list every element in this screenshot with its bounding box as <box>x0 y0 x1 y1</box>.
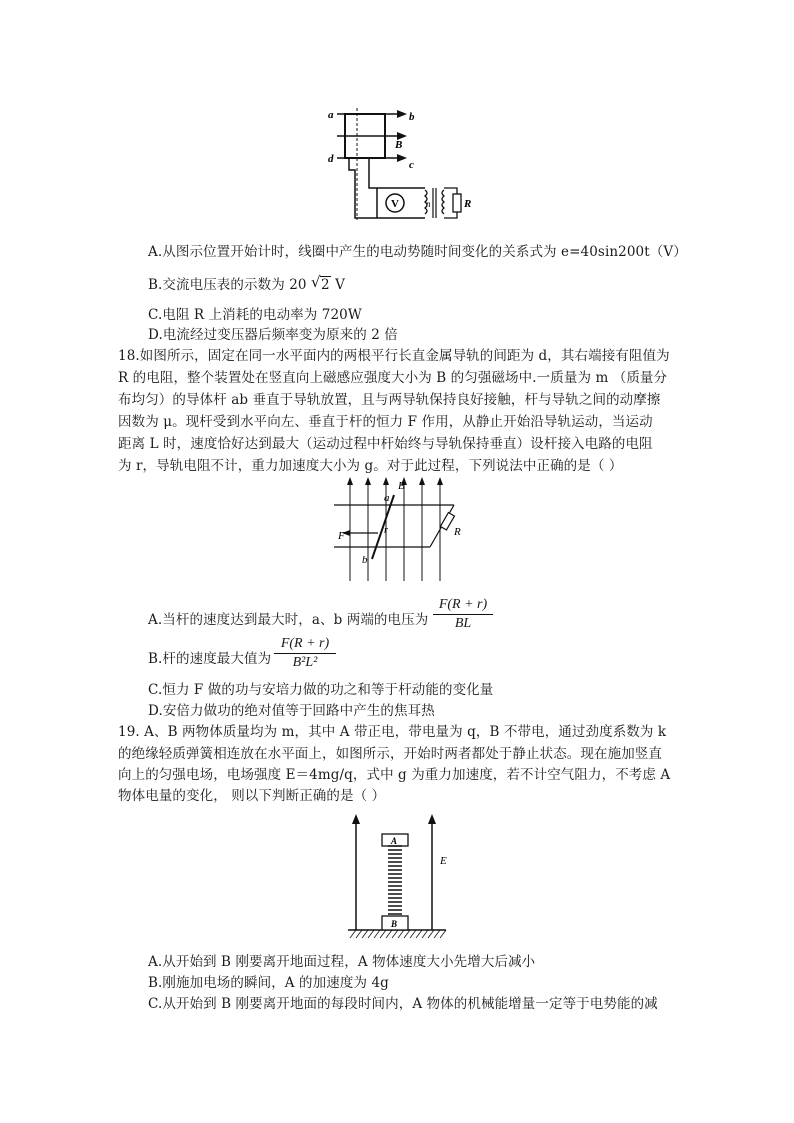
label-c: c <box>409 159 414 171</box>
sqrt-symbol: √ 2 <box>311 273 330 293</box>
q17-option-b-unit: V <box>335 277 345 293</box>
q18-option-c: C.恒力 F 做的功与安培力做的功之和等于杆动能的变化量 <box>148 682 494 698</box>
generator-transformer-figure <box>325 108 475 226</box>
q17-option-d: D.电流经过变压器后频率变为原来的 2 倍 <box>148 327 398 343</box>
q18-stem-line-2: R 的电阻，整个装置处在竖直向上磁感应强度大小为 B 的匀强磁场中.一质量为 m （质量分 <box>118 370 668 386</box>
label-n1: n <box>426 199 431 209</box>
q17-option-c: C.电阻 R 上消耗的电动率为 720W <box>148 307 362 323</box>
q19-stem-line-3: 向上的匀强电场，电场强度 E＝4mg/q，式中 g 为重力加速度，若不计空气阻力，不考虑 A <box>118 767 671 783</box>
label-A: A <box>391 836 398 846</box>
label-B: B <box>398 480 405 492</box>
q19-option-b: B.刚施加电场的瞬间，A 的加速度为 4g <box>148 975 389 991</box>
label-b: b <box>409 111 415 123</box>
q19-stem-line-2: 的绝缘轻质弹簧相连放在水平面上，如图所示，开始时两者都处于静止状态。现在施加竖直 <box>118 746 662 762</box>
label-F: F <box>338 530 345 542</box>
q19-stem-line-4: 物体电量的变化， 则以下判断正确的是（ ） <box>118 788 386 804</box>
label-R: R <box>454 526 461 538</box>
fraction-numerator: F(R + r) <box>280 636 330 651</box>
label-E: E <box>440 855 447 867</box>
q17-option-b <box>148 273 345 294</box>
sqrt-radicand: 2 <box>321 277 330 293</box>
q18-option-b-fraction <box>274 636 336 671</box>
q19-option-a: A.从开始到 B 刚要离开地面过程，A 物体速度大小先增大后减小 <box>148 954 536 970</box>
label-R: R <box>464 198 472 210</box>
label-a: a <box>384 492 390 504</box>
label-r: r <box>384 525 388 536</box>
q17-option-b-text: B.交流电压表的示数为 20 <box>148 277 307 293</box>
q19-option-c: C.从开始到 B 刚要离开地面的每段时间内，A 物体的机械能增量一定等于电势能的减 <box>148 996 658 1012</box>
q18-stem-line-1: 18.如图所示，固定在同一水平面内的两根平行长直金属导轨的间距为 d，其右端接有阻值为 <box>118 348 670 364</box>
label-b: b <box>362 554 368 566</box>
q18-option-b: B.杆的速度最大值为 <box>148 651 272 667</box>
q19-stem-line-1: 19. A、B 两物体质量均为 m，其中 A 带正电，带电量为 q，B 不带电，通过劲度系数为 k <box>118 724 667 740</box>
q18-stem-line-3: 布均匀）的导体杆 ab 垂直于导轨放置，且与两导轨保持良好接触，杆与导轨之间的动摩擦 <box>118 392 661 408</box>
fraction-denominator: BL <box>454 616 472 631</box>
q18-stem-line-4: 因数为 μ。现杆受到水平向左、垂直于杆的恒力 F 作用，从静止开始沿导轨运动，当运动 <box>118 414 653 430</box>
rails-figure <box>334 477 474 583</box>
q18-option-a-fraction <box>433 597 493 632</box>
label-d: d <box>328 153 334 165</box>
label-B: B <box>395 139 403 151</box>
q17-option-a: A.从图示位置开始计时，线圈中产生的电动势随时间变化的关系式为 e=40sin200t（V） <box>148 244 687 260</box>
q18-stem-line-5: 距离 L 时，速度恰好达到最大（运动过程中杆始终与导轨保持垂直）设杆接入电路的电阻 <box>118 436 653 452</box>
q18-option-a: A.当杆的速度达到最大时，a、b 两端的电压为 <box>148 612 429 628</box>
label-V: V <box>391 198 399 210</box>
q18-option-d: D.安倍力做功的绝对值等于回路中产生的焦耳热 <box>148 703 435 719</box>
label-B: B <box>391 919 398 929</box>
label-a: a <box>328 109 334 121</box>
spring-field-figure <box>344 812 459 942</box>
fraction-numerator: F(R + r) <box>438 597 488 612</box>
q18-stem-line-6: 为 r，导轨电阻不计，重力加速度大小为 g。对于此过程，下列说法中正确的是（ ） <box>118 458 623 474</box>
fraction-denominator: B²L² <box>292 655 318 670</box>
